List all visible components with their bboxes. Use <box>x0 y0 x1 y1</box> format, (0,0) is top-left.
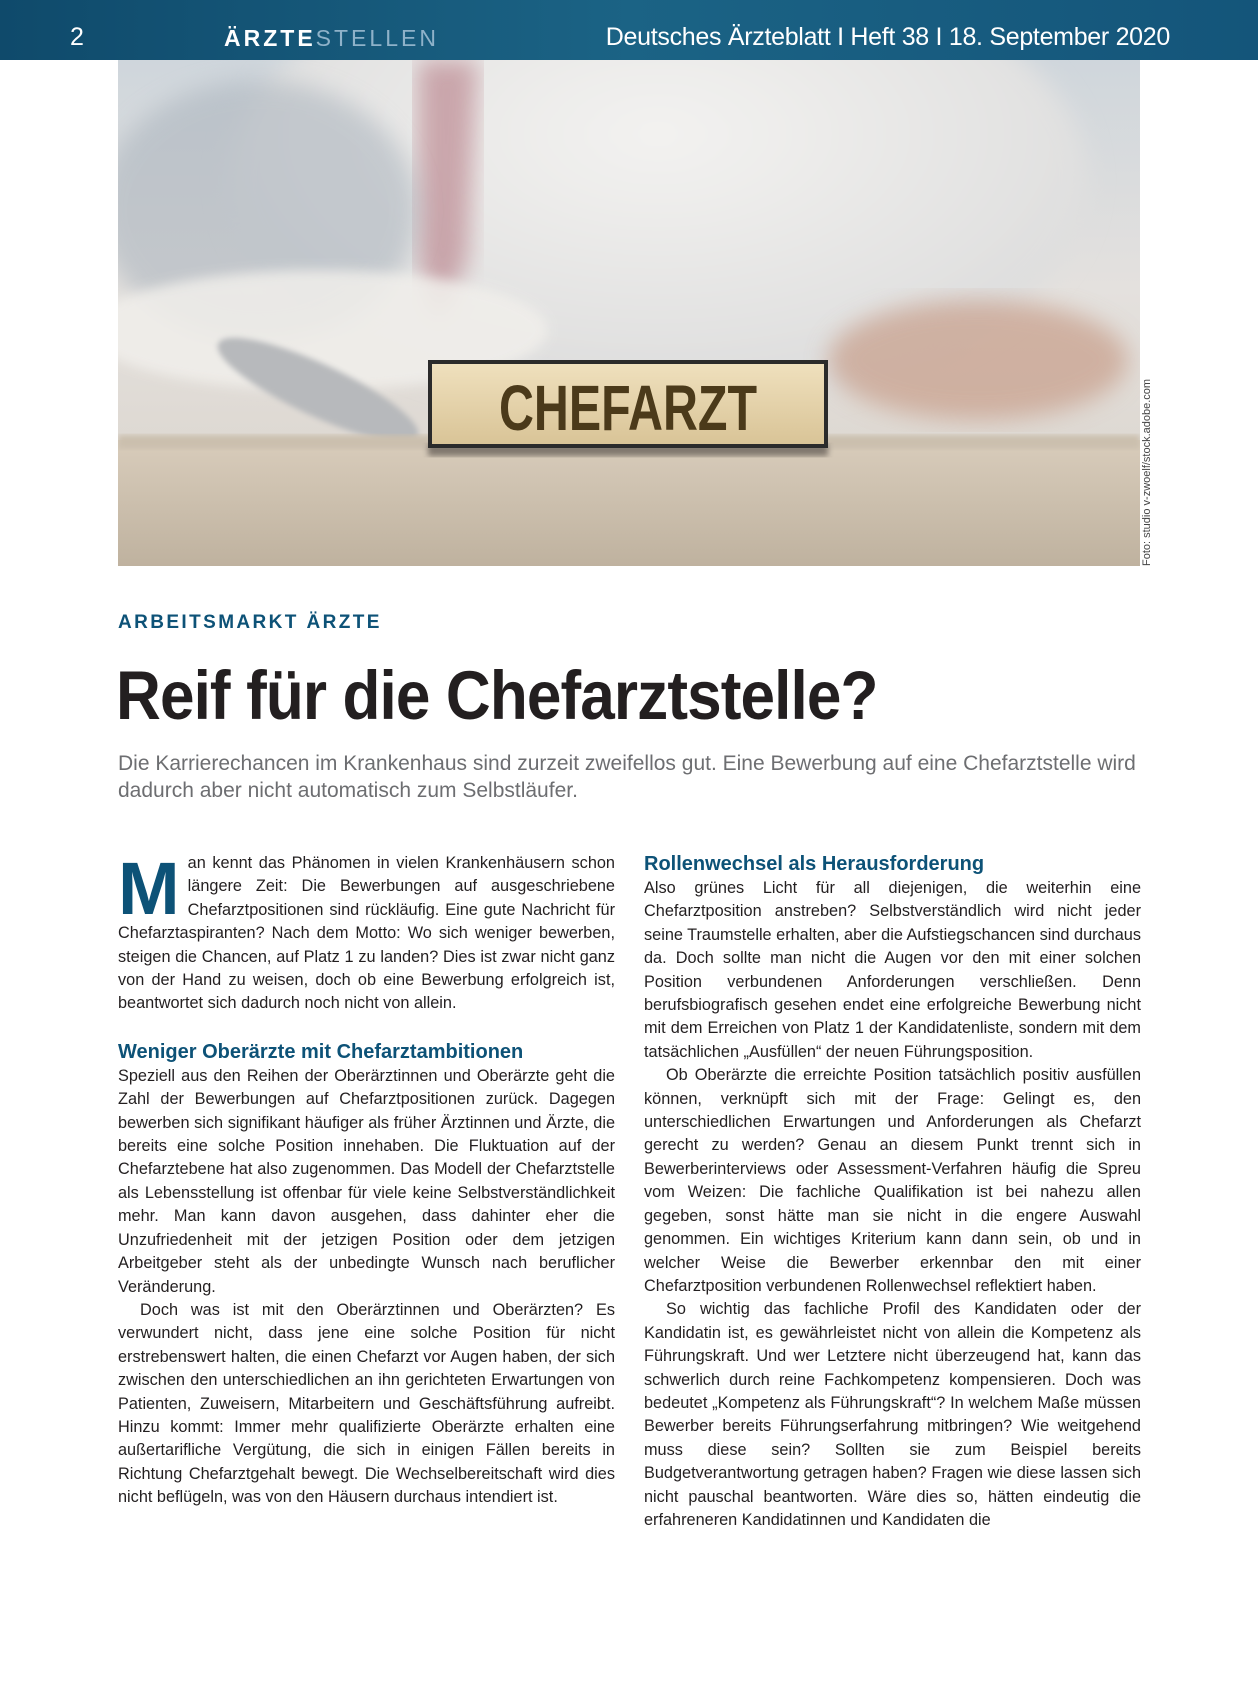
article-lead: Die Karrierechancen im Krankenhaus sind zurzeit zweifellos gut. Eine Bewerbung auf eine Chefarztstelle wird dadurch aber nicht automatisch zum Selbstläufer. <box>118 752 1136 802</box>
page-number: 2 <box>70 23 84 51</box>
section-kicker: ARBEITSMARKT ÄRZTE <box>118 612 382 633</box>
body-paragraph: Speziell aus den Reihen der Oberärztinnen und Oberärzte geht die Zahl der Bewerbungen auf Chefarztpositionen zurück. Dagegen bewerben sich signifikant häufiger als früher Ärztinnen und Ärzte, die bereits eine solche Position innehaben. Die Fluktuation auf der Chefarztebene hat also zugenommen. Das Modell der Chefarztstelle als Lebensstellung ist offenbar für viele keine Selbstverständlichkeit mehr. Man kann davon ausgehen, dass dahinter eher die Unzufriedenheit mit der jetzigen Position oder dem jetzigen Arbeitgeber steht als der unbedingte Wunsch nach beruflicher Veränderung. <box>118 1066 615 1296</box>
brand-part-1: ÄRZTE <box>224 25 316 51</box>
body-paragraph: Doch was ist mit den Oberärztinnen und Oberärzten? Es verwundert nicht, dass jene eine solche Position für nicht erstrebenswert halten, die einen Chefarzt vor Augen haben, der sich zwischen den unterschiedlichen an ihn gerichteten Erwartungen von Patienten, Zuweisern, Mitarbeitern und Geschäftsführung aufreibt. Hinzu kommt: Immer mehr qualifizierte Oberärzte erhalten eine außertarifliche Vergütung, die sich in einigen Fällen bereits in Richtung Chefarztgehalt bewegt. Die Wechselbereitschaft wird dies nicht beflügeln, was von den Häusern durchaus intendiert ist. <box>118 1300 615 1507</box>
body-column-right <box>644 852 1141 1532</box>
body-paragraph: Ob Oberärzte die erreichte Position tatsächlich positiv ausfüllen können, verknüpft sich mit der Frage: Gelingt es, den unterschiedlichen Erwartungen und Anforderungen als Chefarzt gerecht zu werden? Genau an diesem Punkt trennt sich in Bewerberinterviews oder Assessment-Verfahren häufig die Spreu vom Weizen: Die fachliche Qualifikation ist bei nahezu allen gegeben, sonst hätte man sie nicht in die engere Auswahl genommen. Ein wichtiges Kriterium kann dann sein, ob und in welcher Weise die Bewerber erkennbar den mit einer Chefarztposition verbundenen Rollenwechsel reflektiert haben. <box>644 1066 1141 1295</box>
article-title: Reif für die Chefarztstelle? <box>116 657 878 734</box>
body-paragraph: Also grünes Licht für all diejenigen, die weiterhin eine Chefarztposition anstreben? Selbstverständlich wird nicht jeder seine Traumstelle erhalten, aber die Aufstiegschancen sind durchaus da. Doch sollte man nicht die Augen vor den mit einer solchen Position verbundenen Anforderungen verschließen. Denn berufsbiografisch gesehen endet eine erfolgreiche Bewerbung nicht mit dem Erreichen von Platz 1 der Kandidatenliste, sondern mit dem tatsächlichen „Ausfüllen“ der neuen Führungsposition. <box>644 879 1141 1061</box>
photo-credit: Foto: studio v-zwoelf/stock.adobe.com <box>1141 378 1153 566</box>
brand-logo <box>224 24 439 52</box>
drop-cap: M <box>118 847 180 930</box>
subheading-2: Rollenwechsel als Herausforderung <box>644 853 985 875</box>
brand-part-2: STELLEN <box>315 25 439 51</box>
intro-paragraph <box>118 847 615 1016</box>
body-paragraph: So wichtig das fachliche Profil des Kandidaten oder der Kandidatin ist, es gewährleistet nicht von allein die Kompetenz als Führungskraft. Und wer Letztere nicht überzeugend hat, kann das schwerlich durch reine Fachkompetenz kompensieren. Doch was bedeutet „Kompetenz als Führungskraft“? In welchem Maße müssen Bewerber bereits Führungserfahrung mitbringen? Wie weitgehend muss diese sein? Sollten sie zum Beispiel bereits Budgetverantwortung getragen haben? Fragen wie diese lassen sich nicht pauschal beantworten. Wäre dies so, hätten eindeutig die erfahreneren Kandidatinnen und Kandidaten die <box>644 1300 1141 1529</box>
nameplate-text: CHEFARZT <box>499 372 757 444</box>
subheading-1: Weniger Oberärzte mit Chefarztambitionen <box>118 1040 524 1063</box>
hero-photo <box>118 60 1140 566</box>
page-header <box>0 0 1258 60</box>
issue-line: Deutsches Ärzteblatt I Heft 38 I 18. September 2020 <box>605 23 1170 51</box>
intro-text: an kennt das Phänomen in vielen Krankenhäusern schon längere Zeit: Die Bewerbungen auf ausgeschriebene Chefarztpositionen sind rückläufig. Eine gute Nachricht für Chefarztaspiranten? Nach dem Motto: Wo sich weniger bewerben, steigen die Chancen, auf Platz 1 zu landen? Dies ist zwar nicht ganz von der Hand zu weisen, doch ob eine Bewerbung erfolgreich ist, beantwortet sich dadurch noch nicht von allein. <box>118 854 615 1013</box>
body-column-left <box>118 847 615 1510</box>
